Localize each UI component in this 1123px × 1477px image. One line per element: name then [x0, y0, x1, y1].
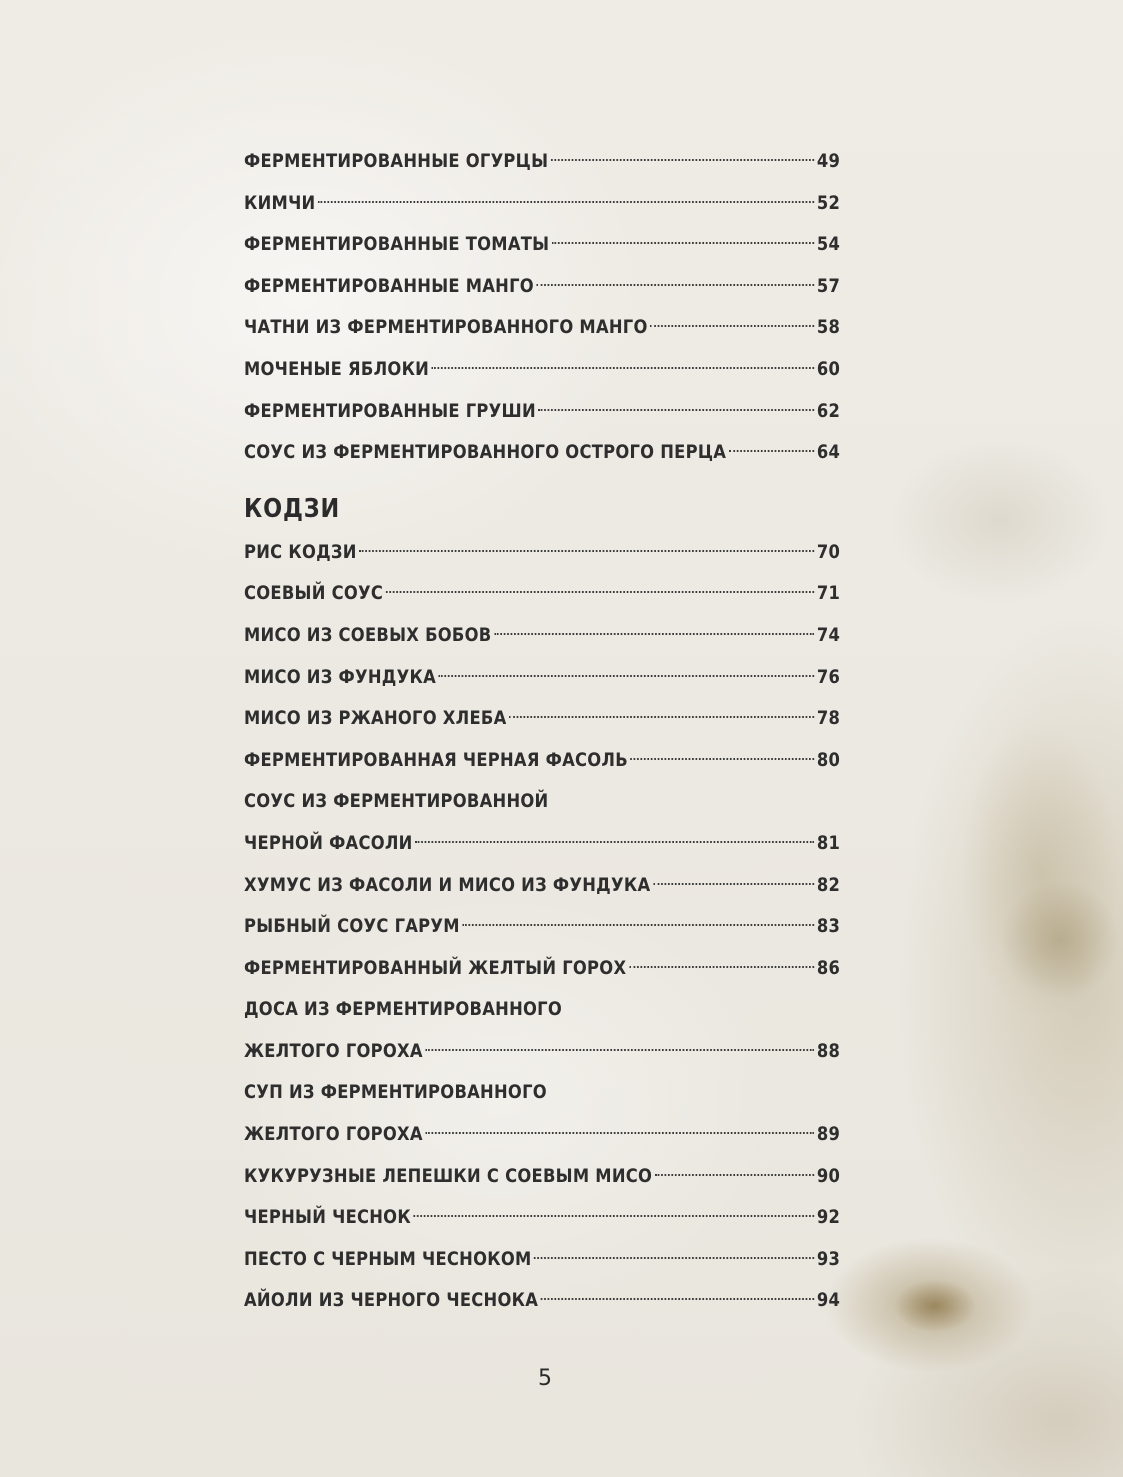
toc-entry-title: СОУС ИЗ ФЕРМЕНТИРОВАННОЙ — [244, 790, 549, 813]
toc-entry-page: 76 — [816, 665, 841, 688]
toc-entry-page: 70 — [816, 540, 841, 563]
toc-entry — [244, 906, 840, 948]
toc-entry-page: 86 — [816, 956, 841, 979]
toc-entry — [244, 1072, 840, 1114]
dot-leader — [494, 633, 814, 635]
toc-entry — [244, 948, 840, 990]
toc-entry-title: МИСО ИЗ СОЕВЫХ БОБОВ — [244, 623, 492, 646]
dot-leader — [551, 159, 814, 161]
toc-entry-page: 89 — [816, 1123, 841, 1146]
toc-entry — [244, 1280, 840, 1322]
toc-entry-title: КУКУРУЗНЫЕ ЛЕПЕШКИ С СОЕВЫМ МИСО — [244, 1164, 653, 1187]
toc-entry-title: ФЕРМЕНТИРОВАННЫЕ ГРУШИ — [244, 399, 536, 422]
toc-entry — [244, 266, 840, 308]
dot-leader — [538, 409, 814, 411]
toc-entry-page: 92 — [816, 1206, 841, 1229]
toc-entry-page: 60 — [816, 357, 841, 380]
toc-entry-page: 93 — [816, 1247, 841, 1270]
dot-leader — [432, 367, 815, 369]
toc-entry-title: АЙОЛИ ИЗ ЧЕРНОГО ЧЕСНОКА — [244, 1289, 539, 1312]
toc-entry — [244, 349, 840, 391]
toc-entry-title: ЖЕЛТОГО ГОРОХА — [244, 1039, 423, 1062]
toc-entry-page: 81 — [816, 831, 841, 854]
toc-entry — [244, 1031, 840, 1073]
toc-entry — [244, 657, 840, 699]
toc-entry — [244, 740, 840, 782]
toc-entry — [244, 307, 840, 349]
toc-entry-title: КИМЧИ — [244, 191, 316, 214]
toc-entry-page: 62 — [816, 399, 841, 422]
dot-leader — [386, 591, 815, 593]
toc-entry-title: ФЕРМЕНТИРОВАННЫЙ ЖЕЛТЫЙ ГОРОХ — [244, 956, 627, 979]
toc-entry-title: ФЕРМЕНТИРОВАННЫЕ ТОМАТЫ — [244, 233, 550, 256]
toc-entry-page: 64 — [816, 441, 841, 464]
page-number: 5 — [538, 1366, 552, 1391]
toc-entry-title: МИСО ИЗ ФУНДУКА — [244, 665, 436, 688]
toc-entry-title: ФЕРМЕНТИРОВАННЫЕ МАНГО — [244, 274, 534, 297]
toc-entry — [244, 1156, 840, 1198]
toc-entry-page: 57 — [816, 274, 841, 297]
toc-entry-page: 54 — [816, 233, 841, 256]
toc-entry — [244, 573, 840, 615]
toc-entry — [244, 1197, 840, 1239]
dot-leader — [534, 1257, 814, 1259]
dot-leader — [359, 550, 814, 552]
toc-entry-title: СУП ИЗ ФЕРМЕНТИРОВАННОГО — [244, 1081, 547, 1104]
toc-entry-title: МИСО ИЗ РЖАНОГО ХЛЕБА — [244, 707, 507, 730]
toc-entry-title: ЧЕРНОЙ ФАСОЛИ — [244, 831, 413, 854]
dot-leader — [655, 1174, 815, 1176]
dot-leader — [414, 1215, 815, 1217]
toc-entry — [244, 989, 840, 1031]
toc-entry — [244, 141, 840, 183]
toc-entry-title: ФЕРМЕНТИРОВАННАЯ ЧЕРНАЯ ФАСОЛЬ — [244, 748, 628, 771]
dot-leader — [552, 242, 814, 244]
dot-leader — [462, 924, 814, 926]
paper-stain — [895, 1280, 975, 1332]
toc-entry-page: 49 — [816, 150, 841, 172]
toc-entry — [244, 698, 840, 740]
toc-entry-title: МОЧЕНЫЕ ЯБЛОКИ — [244, 357, 430, 380]
toc-entry-title: ЧАТНИ ИЗ ФЕРМЕНТИРОВАННОГО МАНГО — [244, 316, 648, 339]
toc-entry-title: РЫБНЫЙ СОУС ГАРУМ — [244, 915, 460, 938]
dot-leader — [537, 284, 815, 286]
toc-entry-title: ЖЕЛТОГО ГОРОХА — [244, 1123, 423, 1146]
toc-entry — [244, 823, 840, 865]
toc-entry-title: ФЕРМЕНТИРОВАННЫЕ ОГУРЦЫ — [244, 150, 549, 172]
toc-group-kodzi — [244, 532, 840, 1322]
table-of-contents — [244, 141, 840, 1322]
toc-entry — [244, 532, 840, 574]
dot-leader — [729, 450, 815, 452]
toc-entry-page: 58 — [816, 316, 841, 339]
toc-entry-page: 83 — [816, 915, 841, 938]
dot-leader — [629, 966, 814, 968]
toc-entry — [244, 391, 840, 433]
dot-leader — [631, 758, 815, 760]
toc-entry — [244, 865, 840, 907]
toc-entry-title: ДОСА ИЗ ФЕРМЕНТИРОВАННОГО — [244, 998, 562, 1021]
dot-leader — [509, 716, 814, 718]
dot-leader — [653, 883, 814, 885]
toc-entry — [244, 224, 840, 266]
toc-entry-title: РИС КОДЗИ — [244, 540, 357, 563]
dot-leader — [425, 1132, 814, 1134]
toc-entry-page: 94 — [816, 1289, 841, 1312]
toc-entry-title: ХУМУС ИЗ ФАСОЛИ И МИСО ИЗ ФУНДУКА — [244, 873, 651, 896]
dot-leader — [439, 675, 815, 677]
toc-entry-page: 80 — [816, 748, 841, 771]
paper-stain — [960, 720, 1120, 1020]
toc-entry — [244, 781, 840, 823]
toc-entry — [244, 432, 840, 474]
toc-entry — [244, 1239, 840, 1281]
toc-entry-title: ЧЕРНЫЙ ЧЕСНОК — [244, 1206, 411, 1229]
toc-group-fermented — [244, 141, 840, 474]
section-heading-kodzi: КОДЗИ — [244, 493, 341, 524]
toc-entry-page: 90 — [816, 1164, 841, 1187]
toc-entry-page: 78 — [816, 707, 841, 730]
toc-entry-title: СОУС ИЗ ФЕРМЕНТИРОВАННОГО ОСТРОГО ПЕРЦА — [244, 441, 727, 464]
dot-leader — [425, 1049, 814, 1051]
toc-entry-title: СОЕВЫЙ СОУС — [244, 582, 384, 605]
dot-leader — [541, 1298, 815, 1300]
dot-leader — [415, 841, 814, 843]
paper-stain — [1000, 880, 1120, 1000]
toc-entry-page: 52 — [816, 191, 841, 214]
toc-entry — [244, 1114, 840, 1156]
dot-leader — [318, 201, 814, 203]
toc-entry-page: 71 — [816, 582, 841, 605]
toc-entry-page: 82 — [816, 873, 841, 896]
toc-entry — [244, 183, 840, 225]
toc-entry-page: 88 — [816, 1039, 841, 1062]
toc-entry — [244, 615, 840, 657]
dot-leader — [650, 325, 814, 327]
toc-entry-title: ПЕСТО С ЧЕРНЫМ ЧЕСНОКОМ — [244, 1247, 532, 1270]
toc-entry-page: 74 — [816, 623, 841, 646]
